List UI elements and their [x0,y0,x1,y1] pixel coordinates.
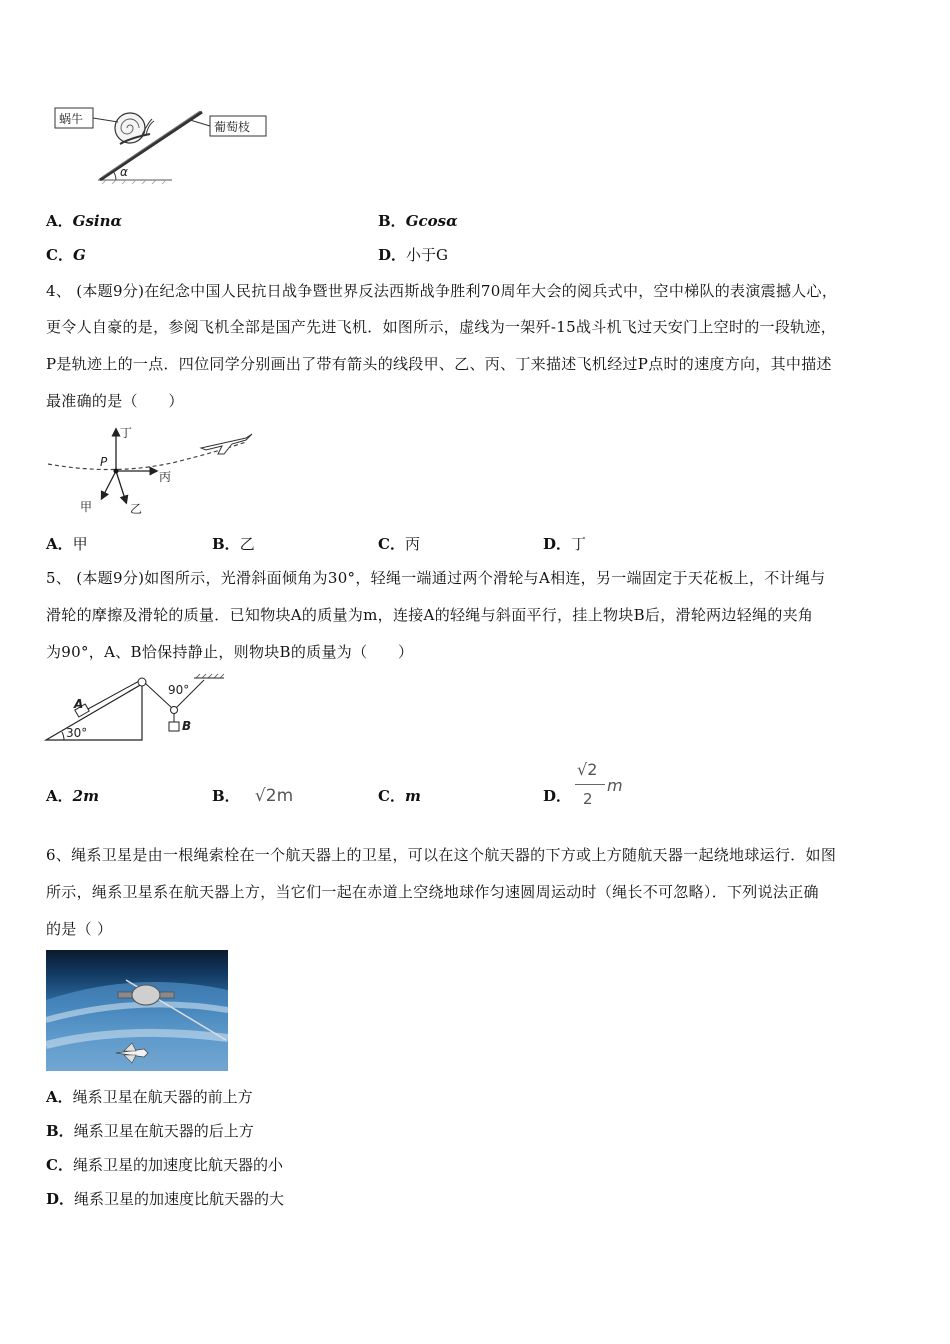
q4-line: 最准确的是（ ） [46,392,184,410]
option-text: 丁 [571,535,587,553]
option-letter: D． [543,787,572,805]
q4-line: P是轨迹上的一点．四位同学分别画出了带有箭头的线段甲、乙、丙、丁来描述飞机经过P点时的速度方向，其中描述 [46,355,832,373]
branch-label: 葡萄枝 [214,120,251,134]
option-text: G [72,246,86,264]
q3-option-a[interactable] [46,211,122,231]
vector-jia-label: 甲 [80,500,93,514]
q5-option-d-fraction [573,760,633,812]
option-letter: D． [543,535,572,553]
option-letter: C． [46,1156,73,1174]
q5-option-c[interactable] [378,786,421,806]
option-text: 绳系卫星在航天器的后上方 [73,1122,254,1140]
q6-option-d[interactable] [46,1189,284,1209]
option-text: 甲 [72,535,88,553]
q6-option-c[interactable] [46,1155,283,1175]
q3-option-b[interactable] [378,211,458,231]
option-text: 乙 [239,535,255,553]
option-letter: D． [46,1190,75,1208]
option-text: 丙 [404,535,420,553]
option-letter: D． [378,246,407,264]
q5-line: 5、 (本题9分)如图所示，光滑斜面倾角为30°，轻绳一端通过两个滑轮与A相连，另一端固定于天花板上，不计绳与 [46,569,826,587]
option-letter: B． [46,1122,74,1140]
angle-90-label: 90° [168,683,190,697]
option-letter: B． [378,212,406,230]
q4-option-d[interactable] [543,534,586,554]
q5-line: 为90°，A、B恰保持静止，则物块B的质量为（ ） [46,643,414,661]
q4-line: 4、 (本题9分)在纪念中国人民抗日战争暨世界反法西斯战争胜利70周年大会的阅兵式中，空中梯队的表演震撼人心， [46,282,838,300]
q4-option-b[interactable] [212,534,255,554]
point-p-label: P [100,455,108,469]
block-a-label: A [74,697,84,711]
option-letter: A． [46,787,73,805]
option-letter: C． [378,787,405,805]
option-text: m [404,787,421,805]
q5-option-a[interactable] [46,786,99,806]
q6-line: 的是（ ） [46,920,113,938]
incline-pulley-figure [44,672,234,744]
option-text: Gcosα [405,212,458,230]
option-letter: B． [212,787,240,805]
q6-line: 所示，绳系卫星系在航天器上方，当它们一起在赤道上空绕地球作匀速圆周运动时（绳长不可忽略）．下列说法正确 [46,883,819,901]
q5-option-d[interactable] [543,786,571,806]
angle-alpha-label: α [120,165,128,179]
option-text: 绳系卫星在航天器的前上方 [72,1088,253,1106]
option-letter: C． [378,535,405,553]
block-b-label: B [182,719,192,733]
option-text: 绳系卫星的加速度比航天器的小 [72,1156,283,1174]
vector-yi-label: 乙 [130,502,143,516]
q4-option-a[interactable] [46,534,88,554]
tethered-satellite-photo [46,950,228,1071]
fraction-bar [575,784,605,785]
vector-ding-label: 丁 [120,426,133,440]
option-text: √2m [254,786,294,806]
q3-option-c[interactable] [46,245,86,265]
jet-trajectory-figure [46,420,266,520]
q5-option-b[interactable] [212,786,293,806]
option-text: 绳系卫星的加速度比航天器的大 [74,1190,285,1208]
option-text: 2m [72,787,99,805]
fraction-variable: m [607,776,623,795]
vector-bing-label: 丙 [159,470,172,484]
snail-label: 蜗牛 [59,112,84,126]
fraction-denominator: 2 [583,790,593,808]
fraction-numerator: √2 [577,760,598,779]
q6-line: 6、绳系卫星是由一根绳索栓在一个航天器上的卫星，可以在这个航天器的下方或上方随航天器一起绕地球运行．如图 [46,846,837,864]
q6-option-a[interactable] [46,1087,253,1107]
option-text: Gsinα [72,212,123,230]
option-letter: A． [46,212,73,230]
q5-line: 滑轮的摩擦及滑轮的质量．已知物块A的质量为m，连接A的轻绳与斜面平行，挂上物块B后，滑轮两边轻绳的夹角 [46,606,814,624]
snail-figure [50,100,280,190]
option-letter: C． [46,246,73,264]
option-text: 小于G [406,246,448,264]
q4-option-c[interactable] [378,534,420,554]
option-letter: A． [46,1088,73,1106]
angle-30-label: 30° [66,726,88,740]
q3-option-d[interactable] [378,245,448,265]
q4-line: 更令人自豪的是，参阅飞机全部是国产先进飞机．如图所示，虚线为一架歼-15战斗机飞过天安门上空时的一段轨迹， [46,318,837,336]
q6-option-b[interactable] [46,1121,254,1141]
option-letter: A． [46,535,73,553]
option-letter: B． [212,535,240,553]
